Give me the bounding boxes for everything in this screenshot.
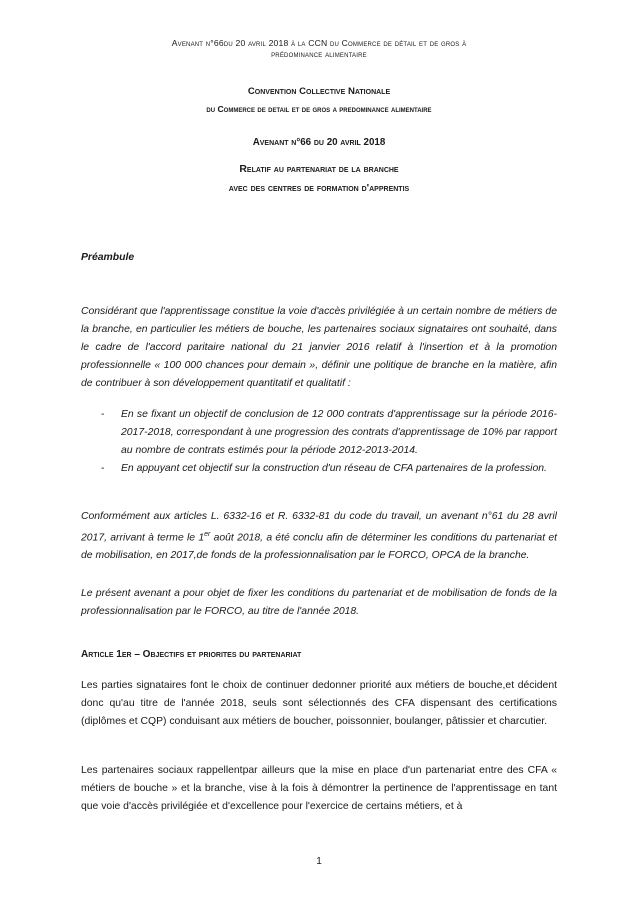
title-relatif: Relatif au partenariat de la branche <box>239 164 399 175</box>
header-line-1: Avenant n°66du 20 avril 2018 à la CCN du Commerce de détail et de gros à <box>171 38 467 48</box>
bullet-item <box>101 460 557 478</box>
preamble-paragraph-1: Considérant que l'apprentissage constitue la voie d'accès privilégiée à un certain nombre de métiers de la branche, en particulier les métiers de bouche, les partenaires sociaux signataires ont souhaité, dans le cadre de l'accord paritaire national du 21 janvier 2016 relatif à l'insertion et à la promotion professionnelle « 100 000 chances pour demain », définir une politique de branche en la matière, afin de contribuer à son développement quantitatif et qualitatif : <box>81 306 557 389</box>
p2-text-a: Conformément aux articles L. 6332-16 et R. 6332-81 du code du travail, un avenant n°61 du 28 avril 2017, arrivant à terme le 1 <box>81 511 557 544</box>
bullet-text: En se fixant un objectif de conclusion de 12 000 contrats d'apprentissage sur la période 2016-2017-2018, correspondant à une progression des contrats d'apprentissage de 10% par rapport au nombre de contrats estimés pour la période 2012-2013-2014. <box>121 409 557 456</box>
bullet-text: En appuyant cet objectif sur la construction d'un réseau de CFA partenaires de la profession. <box>121 463 547 474</box>
title-commerce: du Commerce de detail et de gros a predominance alimentaire <box>206 104 432 114</box>
article-1-paragraph-2: Les partenaires sociaux rappellentpar ailleurs que la mise en place d'un partenariat entre des CFA « métiers de bouche » et la branche, vise à la fois à démontrer la pertinence de l'apprentissage en tant que voie d'accès privilégiée et d'excellence pour l'exercice de certains métiers, et à <box>81 765 557 812</box>
bullet-item <box>101 406 557 460</box>
title-avenant: Avenant n°66 du 20 avril 2018 <box>252 137 386 148</box>
preamble-heading: Préambule <box>81 252 135 263</box>
preamble-paragraph-2 <box>81 508 557 565</box>
header-line-2: prédominance alimentaire <box>271 49 367 59</box>
p2-text-b: août 2018, a été conclu afin de déterminer les conditions du partenariat et de mobilisation, en 2017,de fonds de la professionnalisation par le FORCO, OPCA de la branche. <box>81 532 557 562</box>
title-convention: Convention Collective Nationale <box>247 86 391 97</box>
bullet-dash: - <box>101 409 105 420</box>
running-header <box>70 38 568 60</box>
preamble-paragraph-3: Le présent avenant a pour objet de fixer les conditions du partenariat et de mobilisation de fonds de la professionnalisation par le FORCO, au titre de l'année 2018. <box>81 588 557 617</box>
page-number: 1 <box>316 856 322 867</box>
bullet-dash: - <box>101 463 105 474</box>
p2-superscript: er <box>204 531 211 538</box>
title-cfa: avec des centres de formation d'apprentis <box>228 183 410 194</box>
article-1-paragraph-1: Les parties signataires font le choix de continuer dedonner priorité aux métiers de bouche,et décident donc qu'au titre de l'année 2018, seuls sont sélectionnés des CFA dispensant des certifications (diplômes et CQP) conduisant aux métiers de boucher, poissonnier, boulanger, pâtissier et charcutier. <box>81 680 557 727</box>
article-1-heading: Article 1er – Objectifs et priorites du partenariat <box>81 649 302 660</box>
